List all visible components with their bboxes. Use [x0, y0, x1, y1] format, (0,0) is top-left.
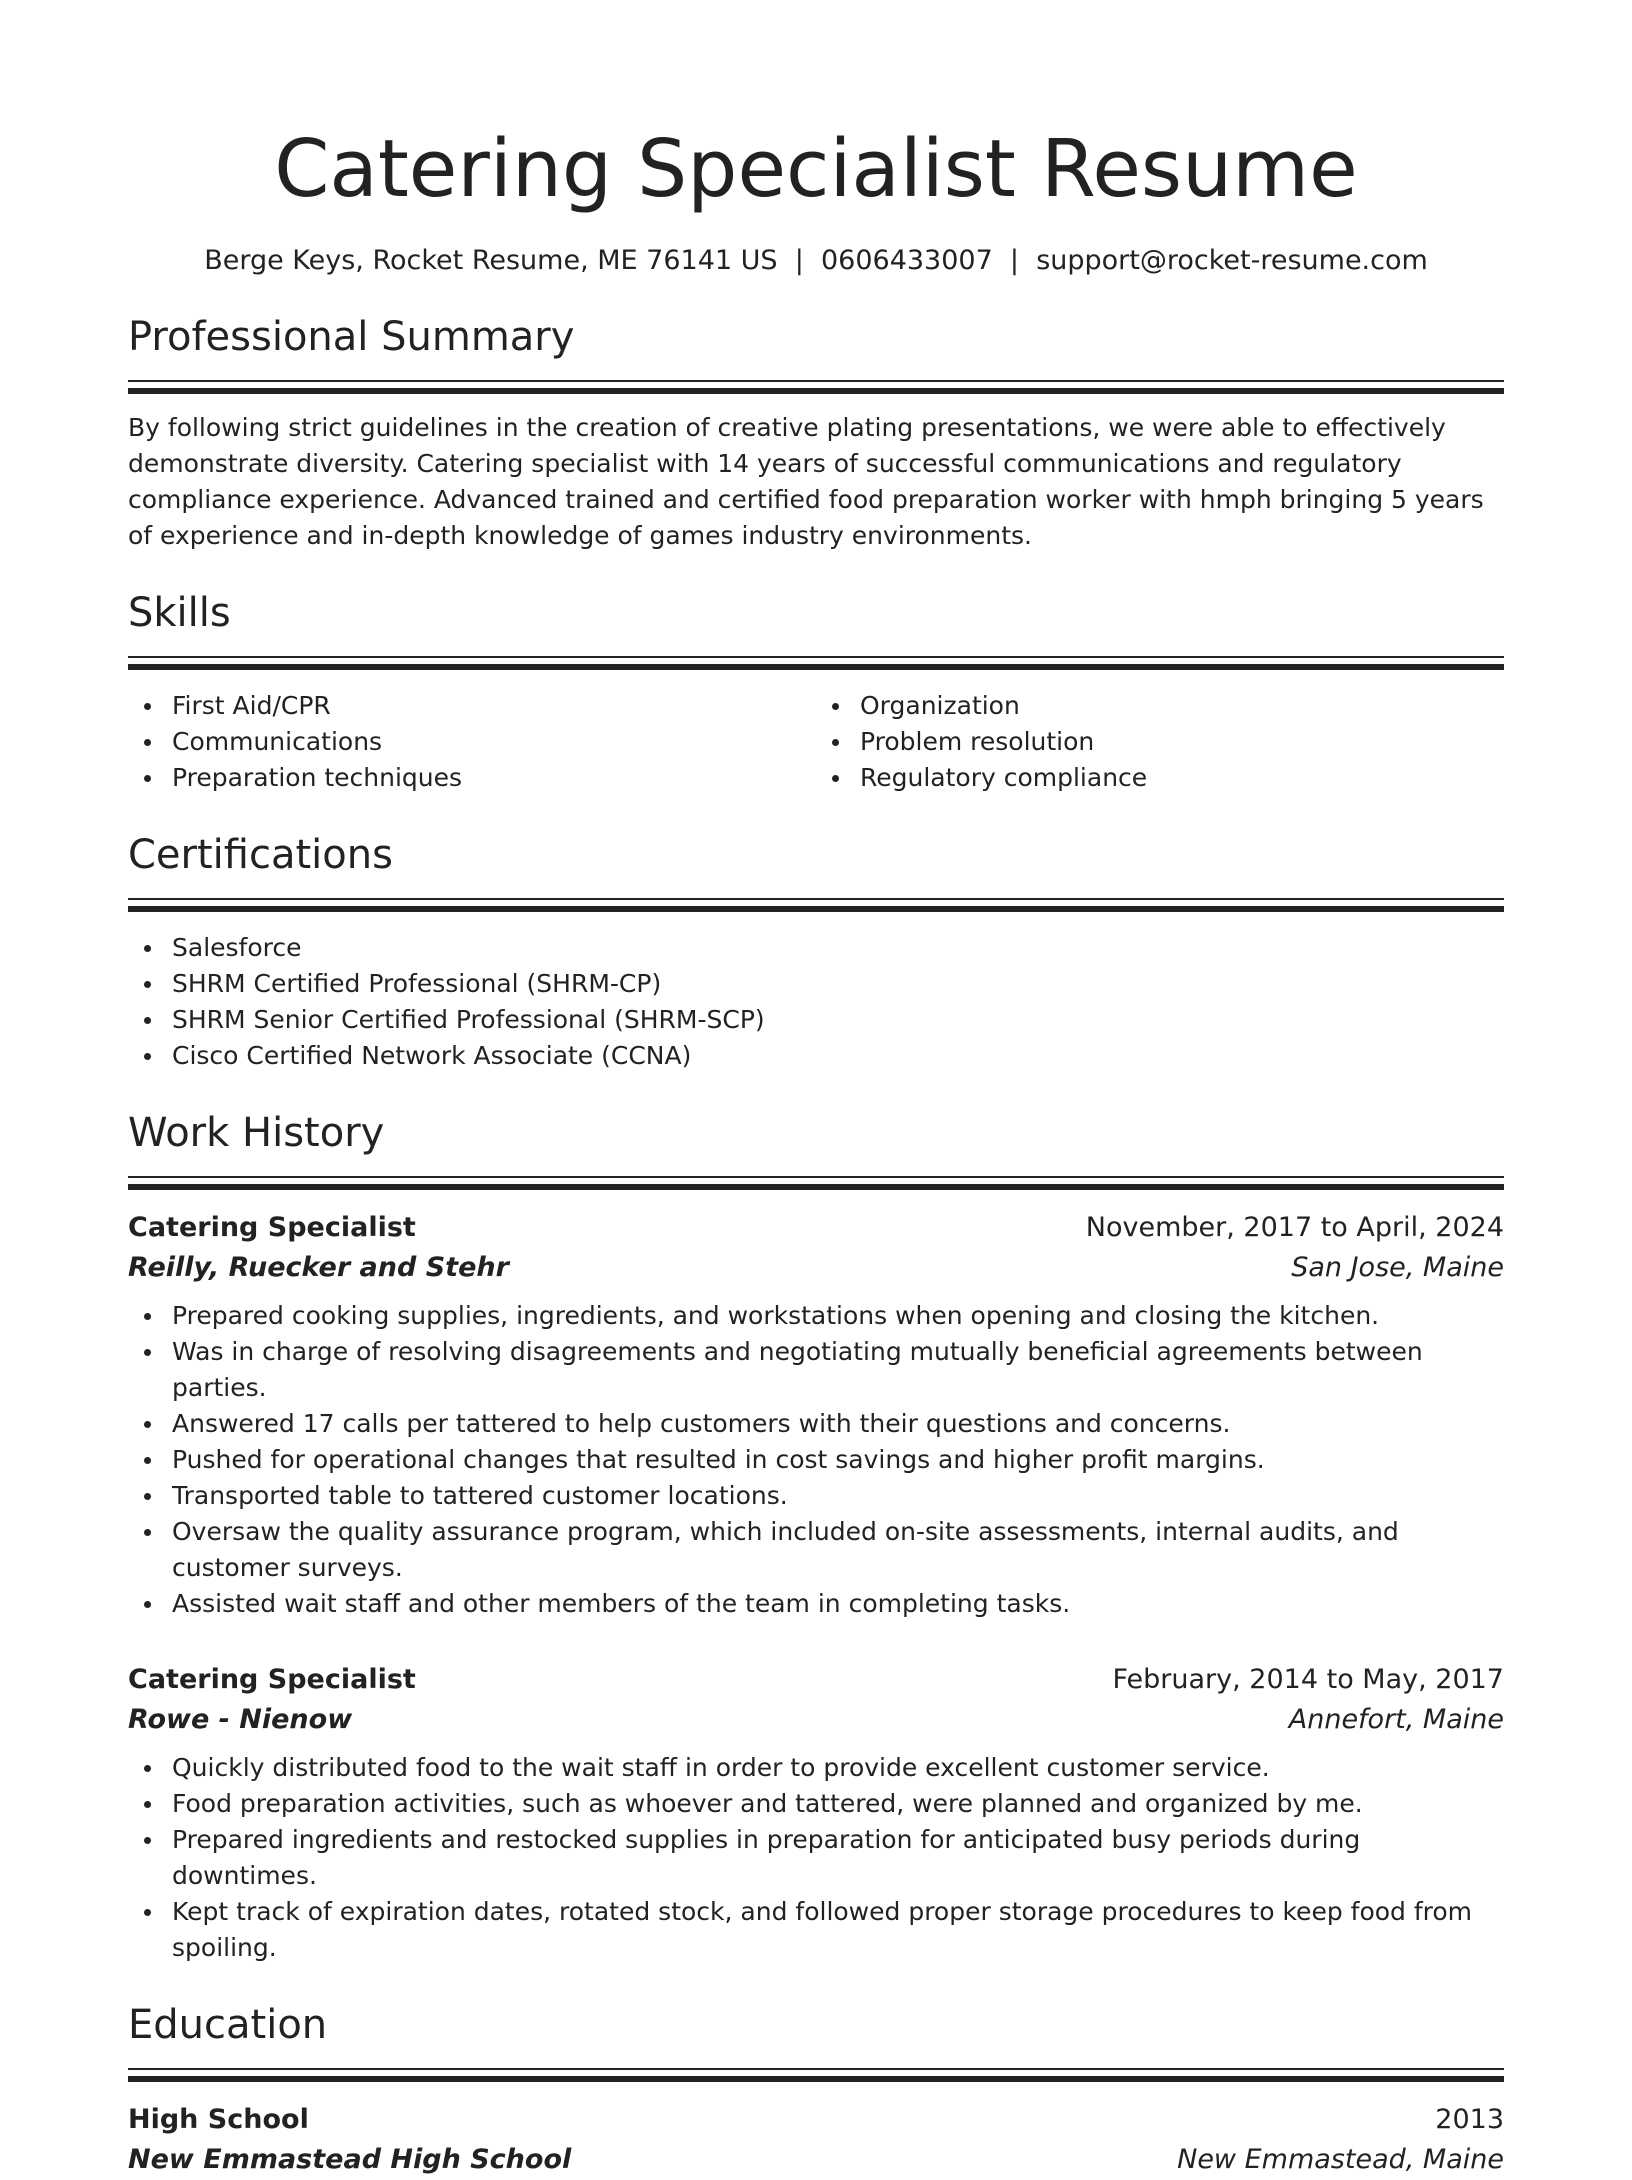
graduation-year: 2013	[1435, 2104, 1504, 2135]
section-divider	[128, 898, 1504, 912]
job-dates: February, 2014 to May, 2017	[1112, 1664, 1504, 1695]
skills-section	[128, 588, 1504, 670]
company-name: Rowe - Nienow	[128, 1704, 353, 1735]
duty-item: Was in charge of resolving disagreements and negotiating mutually beneficial agreements between parties.	[128, 1334, 1504, 1406]
duty-item: Kept track of expiration dates, rotated stock, and followed proper storage procedures to keep food from spoiling.	[128, 1894, 1504, 1966]
certifications-list	[128, 930, 1504, 1074]
job-header	[128, 1208, 1504, 1248]
section-title-certifications: Certifications	[128, 832, 393, 878]
skill-item: Communications	[128, 724, 816, 760]
section-divider	[128, 2068, 1504, 2082]
skill-item: First Aid/CPR	[128, 688, 816, 724]
certification-item: SHRM Certified Professional (SHRM-CP)	[128, 966, 1504, 1002]
summary-section	[128, 312, 1504, 394]
section-divider	[128, 656, 1504, 670]
section-title-education: Education	[128, 2002, 328, 2048]
contact-line: Berge Keys, Rocket Resume, ME 76141 US | 0606433007 | support@rocket-resume.com	[204, 245, 1428, 276]
certification-item: Salesforce	[128, 930, 1504, 966]
skill-item: Preparation techniques	[128, 760, 816, 796]
work-history-section	[128, 1108, 1504, 1190]
education-subheader	[128, 2140, 1504, 2180]
job-entry	[128, 1208, 1504, 1622]
job-dates: November, 2017 to April, 2024	[1085, 1212, 1504, 1243]
duty-item: Quickly distributed food to the wait staff in order to provide excellent customer service.	[128, 1750, 1504, 1786]
job-duties	[128, 1750, 1504, 1966]
job-subheader	[128, 1700, 1504, 1740]
skills-list-left	[128, 688, 816, 796]
job-header	[128, 1660, 1504, 1700]
certification-item: SHRM Senior Certified Professional (SHRM-SCP)	[128, 1002, 1504, 1038]
education-section	[128, 2000, 1504, 2082]
skill-item: Organization	[816, 688, 1504, 724]
summary-text: By following strict guidelines in the creation of creative plating presentations, we were able to effectively demonstrate diversity. Catering specialist with 14 years of successful communications and regulatory compliance experience. Advanced trained and certified food preparation worker with hmph bringing 5 years of experience and in-depth knowledge of games industry environments.	[128, 413, 1484, 550]
section-title-work-history: Work History	[128, 1110, 385, 1156]
section-divider	[128, 1176, 1504, 1190]
section-title-skills: Skills	[128, 590, 231, 636]
skill-item: Regulatory compliance	[816, 760, 1504, 796]
job-duties	[128, 1298, 1504, 1622]
job-title: Catering Specialist	[128, 1212, 416, 1243]
duty-item: Transported table to tattered customer locations.	[128, 1478, 1504, 1514]
skill-item: Problem resolution	[816, 724, 1504, 760]
school-location: New Emmastead, Maine	[1177, 2144, 1504, 2175]
job-title: Catering Specialist	[128, 1664, 416, 1695]
skills-list-right	[816, 688, 1504, 796]
certifications-section	[128, 830, 1504, 912]
job-location: San Jose, Maine	[1291, 1252, 1504, 1283]
duty-item: Oversaw the quality assurance program, which included on-site assessments, internal audits, and customer surveys.	[128, 1514, 1504, 1586]
job-location: Annefort, Maine	[1288, 1704, 1504, 1735]
skills-grid	[128, 688, 1504, 796]
duty-item: Food preparation activities, such as whoever and tattered, were planned and organized by me.	[128, 1786, 1504, 1822]
education-header	[128, 2100, 1504, 2140]
section-divider	[128, 380, 1504, 394]
duty-item: Prepared cooking supplies, ingredients, and workstations when opening and closing the kitchen.	[128, 1298, 1504, 1334]
company-name: Reilly, Ruecker and Stehr	[128, 1252, 509, 1283]
duty-item: Pushed for operational changes that resulted in cost savings and higher profit margins.	[128, 1442, 1504, 1478]
duty-item: Assisted wait staff and other members of the team in completing tasks.	[128, 1586, 1504, 1622]
resume-title: Catering Specialist Resume	[274, 123, 1358, 215]
job-subheader	[128, 1248, 1504, 1288]
section-title-summary: Professional Summary	[128, 314, 575, 360]
duty-item: Prepared ingredients and restocked supplies in preparation for anticipated busy periods during downtimes.	[128, 1822, 1504, 1894]
degree: High School	[128, 2104, 309, 2135]
education-entry	[128, 2100, 1504, 2180]
school-name: New Emmastead High School	[128, 2144, 572, 2175]
certification-item: Cisco Certified Network Associate (CCNA)	[128, 1038, 1504, 1074]
duty-item: Answered 17 calls per tattered to help customers with their questions and concerns.	[128, 1406, 1504, 1442]
job-entry	[128, 1660, 1504, 1966]
